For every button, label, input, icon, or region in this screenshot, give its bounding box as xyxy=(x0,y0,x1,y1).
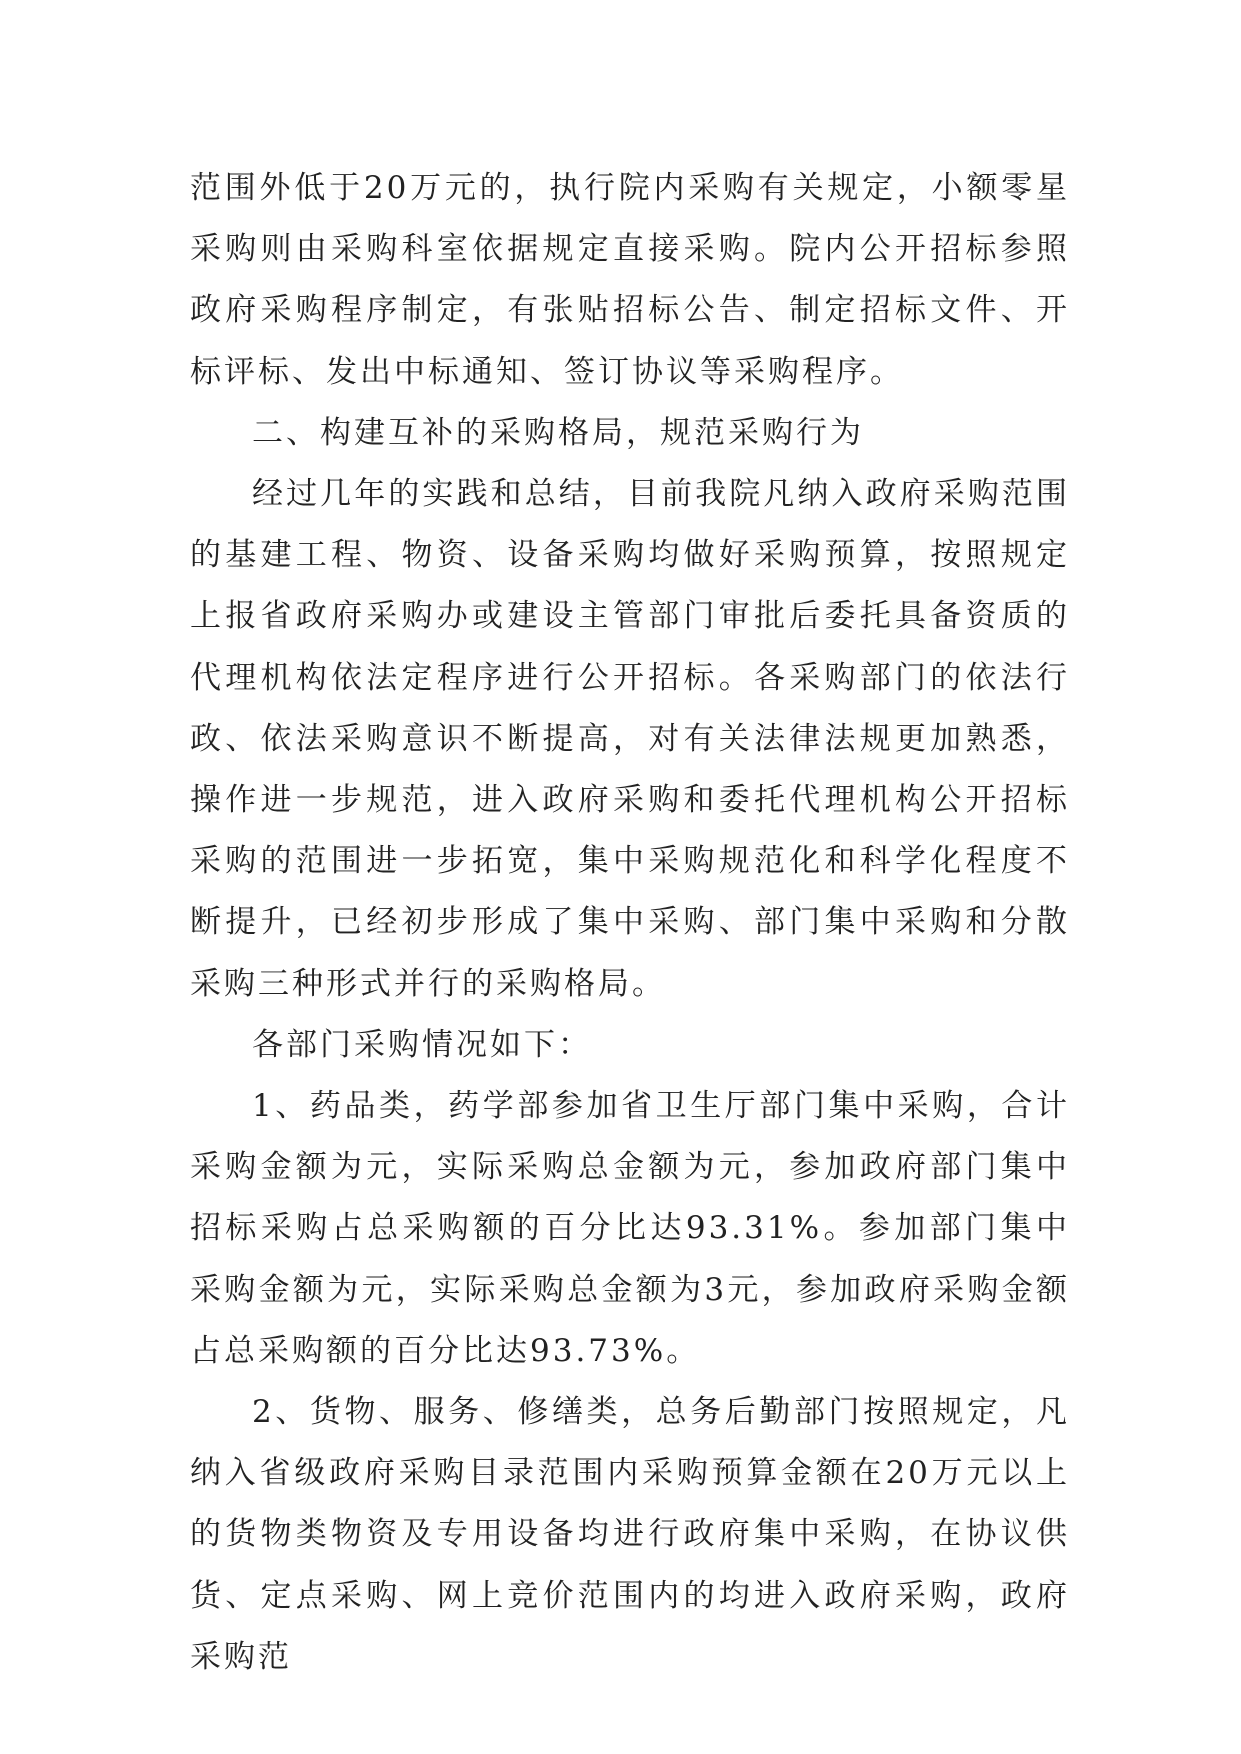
paragraph: 1、药品类，药学部参加省卫生厅部门集中采购，合计采购金额为元，实际采购总金额为元，参加政府部门集中招标采购占总采购额的百分比达93.31%。参加部门集中采购金额为元，实际采购总金额为3元，参加政府采购金额占总采购额的百分比达93.73%。 xyxy=(190,1088,1070,1369)
paragraph: 经过几年的实践和总结，目前我院凡纳入政府采购范围的基建工程、物资、设备采购均做好采购预算，按照规定上报省政府采购办或建设主管部门审批后委托具备资质的代理机构依法定程序进行公开招标。各采购部门的依法行政、依法采购意识不断提高，对有关法律法规更加熟悉，操作进一步规范，进入政府采购和委托代理机构公开招标采购的范围进一步拓宽，集中采购规范化和科学化程度不断提升，已经初步形成了集中采购、部门集中采购和分散采购三种形式并行的采购格局。 xyxy=(190,476,1070,1002)
paragraph-continuation: 范围外低于20万元的，执行院内采购有关规定，小额零星采购则由采购科室依据规定直接采购。院内公开招标参照政府采购程序制定，有张贴招标公告、制定招标文件、开标评标、发出中标通知、签订协议等采购程序。 xyxy=(190,170,1070,390)
paragraph: 各部门采购情况如下： xyxy=(252,1026,592,1063)
document-body xyxy=(190,158,1070,1688)
paragraph: 2、货物、服务、修缮类，总务后勤部门按照规定，凡纳入省级政府采购目录范围内采购预算金额在20万元以上的货物类物资及专用设备均进行政府集中采购，在协议供货、定点采购、网上竞价范围内的均进入政府采购，政府采购范 xyxy=(190,1394,1070,1675)
section-heading: 二、构建互补的采购格局，规范采购行为 xyxy=(252,414,864,451)
